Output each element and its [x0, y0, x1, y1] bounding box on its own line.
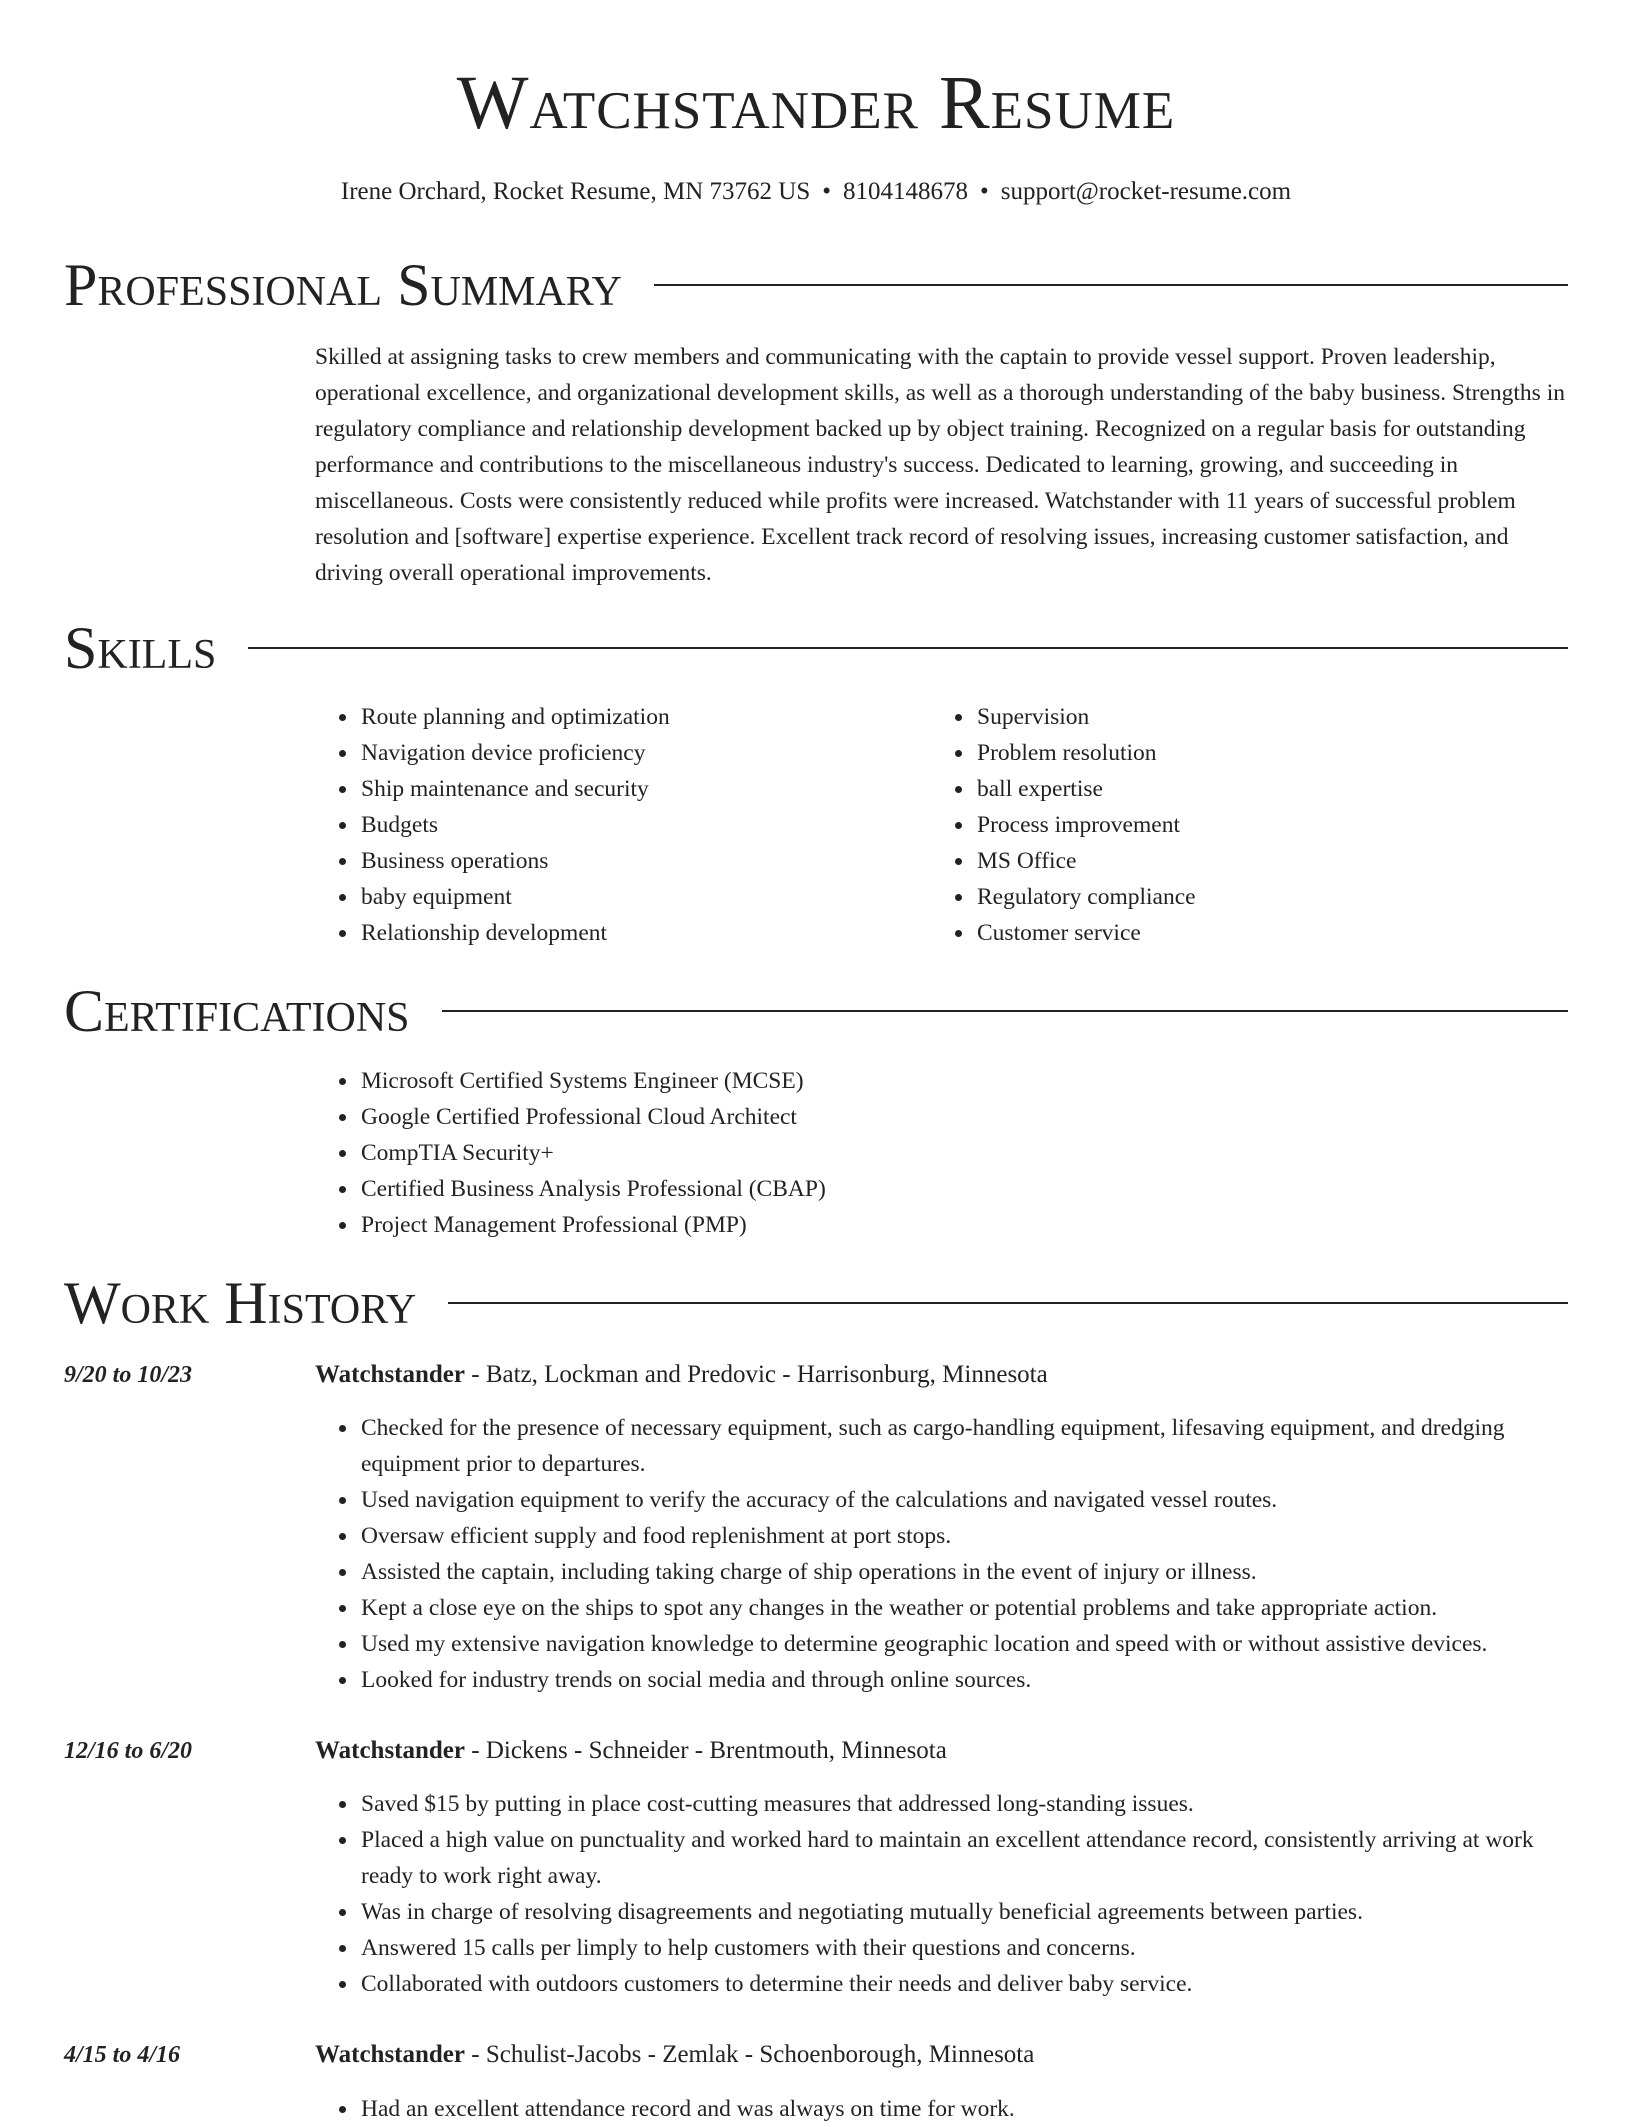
- job-dates: 9/20 to 10/23: [64, 1362, 193, 1388]
- job-heading: [315, 1735, 947, 1767]
- skills-list-right: [931, 699, 1531, 951]
- skill-item: • Relationship development: [359, 915, 915, 951]
- certifications-list: [315, 1063, 1565, 1243]
- job-bullet: • Oversaw efficient supply and food replenishment at port stops.: [359, 1518, 1567, 1554]
- skill-item: • Customer service: [975, 915, 1531, 951]
- skill-item: • Route planning and optimization: [359, 699, 915, 735]
- skill-item: • Regulatory compliance: [975, 879, 1531, 915]
- job-heading: [315, 1359, 1048, 1391]
- skill-item: • Navigation device proficiency: [359, 735, 915, 771]
- contact-line: [0, 176, 1632, 208]
- job-bullet: • Had an excellent attendance record and was always on time for work.: [359, 2091, 1567, 2127]
- job-bullet: • Used navigation equipment to verify the accuracy of the calculations and navigated vessel routes.: [359, 1482, 1567, 1518]
- certifications-heading: Certifications: [64, 978, 410, 1044]
- job-bullet: • Used my extensive navigation knowledge to determine geographic location and speed with or without assistive devices.: [359, 1626, 1567, 1662]
- contact-address: Irene Orchard, Rocket Resume, MN 73762 US: [340, 178, 811, 205]
- job-bullets-column: [315, 1786, 1567, 2002]
- job-bullet: • Checked for the presence of necessary equipment, such as cargo-handling equipment, lifesaving equipment, and dredging equipment prior to departures.: [359, 1410, 1567, 1482]
- job-bullet: • Collaborated with outdoors customers to determine their needs and deliver baby service.: [359, 1966, 1567, 2002]
- summary-text: Skilled at assigning tasks to crew members and communicating with the captain to provide vessel support. Proven leadership, operational excellence, and organizational development skills, as well as a thorough understanding of the baby business. Strengths in regulatory compliance and relationship development backed up by object training. Recognized on a regular basis for outstanding performance and contributions to the miscellaneous industry's success. Dedicated to learning, growing, and succeeding in miscellaneous. Costs were consistently reduced while profits were increased. Watchstander with 11 years of successful problem resolution and [software] expertise experience. Excellent track record of resolving issues, increasing customer satisfaction, and driving overall operational improvements.: [315, 344, 1565, 586]
- section-divider: [442, 1010, 1568, 1012]
- certifications-column: [315, 1063, 1565, 1243]
- skill-item: • Supervision: [975, 699, 1531, 735]
- job-bullets-column: [315, 1410, 1567, 1698]
- skills-section-header: [64, 613, 1568, 683]
- skill-item: • Problem resolution: [975, 735, 1531, 771]
- skills-list-left: [315, 699, 915, 951]
- certification-item: • Microsoft Certified Systems Engineer (MCSE): [359, 1063, 1565, 1099]
- job-bullet-list: [315, 1410, 1567, 1698]
- contact-separator: •: [980, 178, 989, 205]
- job-employer: - Schulist-Jacobs - Zemlak - Schoenborough, Minnesota: [465, 2041, 1035, 2068]
- skill-item: • Business operations: [359, 843, 915, 879]
- contact-phone: 8104148678: [843, 178, 969, 205]
- job-bullet: • Was in charge of resolving disagreements and negotiating mutually beneficial agreements between parties.: [359, 1894, 1567, 1930]
- certification-item: • Google Certified Professional Cloud Architect: [359, 1099, 1565, 1135]
- job-title: Watchstander: [315, 1361, 465, 1388]
- skill-item: • Ship maintenance and security: [359, 771, 915, 807]
- job-title: Watchstander: [315, 1737, 465, 1764]
- job-bullet: • Placed a high value on punctuality and worked hard to maintain an excellent attendance record, consistently arriving at work ready to work right away.: [359, 1822, 1567, 1894]
- certifications-section-header: [64, 976, 1568, 1046]
- skill-item: • Budgets: [359, 807, 915, 843]
- job-employer: - Batz, Lockman and Predovic - Harrisonburg, Minnesota: [465, 1361, 1048, 1388]
- skill-item: • baby equipment: [359, 879, 915, 915]
- skill-item: • ball expertise: [975, 771, 1531, 807]
- section-divider: [448, 1302, 1568, 1304]
- job-bullet: • Saved $15 by putting in place cost-cutting measures that addressed long-standing issues.: [359, 1786, 1567, 1822]
- job-heading: [315, 2039, 1034, 2071]
- job-dates: 12/16 to 6/20: [64, 1738, 193, 1764]
- skills-heading: Skills: [64, 615, 217, 681]
- job-bullets-column: [315, 2091, 1567, 2127]
- job-bullet: • Looked for industry trends on social media and through online sources.: [359, 1662, 1567, 1698]
- work-history-heading: Work History: [64, 1270, 417, 1336]
- contact-separator: •: [822, 178, 832, 205]
- certification-item: • Certified Business Analysis Professional (CBAP): [359, 1171, 1565, 1207]
- work-history-section-header: [64, 1268, 1568, 1338]
- job-bullet: • Kept a close eye on the ships to spot any changes in the weather or potential problems and take appropriate action.: [359, 1590, 1567, 1626]
- skills-left-column: [315, 699, 915, 951]
- job-employer: - Dickens - Schneider - Brentmouth, Minnesota: [465, 1737, 947, 1764]
- job-dates: 4/15 to 4/16: [64, 2042, 181, 2068]
- skill-item: • MS Office: [975, 843, 1531, 879]
- skills-right-column: [931, 699, 1531, 951]
- summary-section-header: [64, 250, 1568, 320]
- job-bullet-list: [315, 2091, 1567, 2127]
- job-bullet: • Assisted the captain, including taking charge of ship operations in the event of injury or illness.: [359, 1554, 1567, 1590]
- job-bullet-list: [315, 1786, 1567, 2002]
- contact-email: support@rocket-resume.com: [1000, 178, 1292, 205]
- job-title: Watchstander: [315, 2041, 465, 2068]
- resume-title: Watchstander Resume: [456, 61, 1176, 145]
- section-divider: [248, 647, 1568, 649]
- certification-item: • CompTIA Security+: [359, 1135, 1565, 1171]
- section-divider: [654, 284, 1568, 286]
- skill-item: • Process improvement: [975, 807, 1531, 843]
- certification-item: • Project Management Professional (PMP): [359, 1207, 1565, 1243]
- summary-heading: Professional Summary: [64, 252, 622, 318]
- job-bullet: • Answered 15 calls per limply to help customers with their questions and concerns.: [359, 1930, 1567, 1966]
